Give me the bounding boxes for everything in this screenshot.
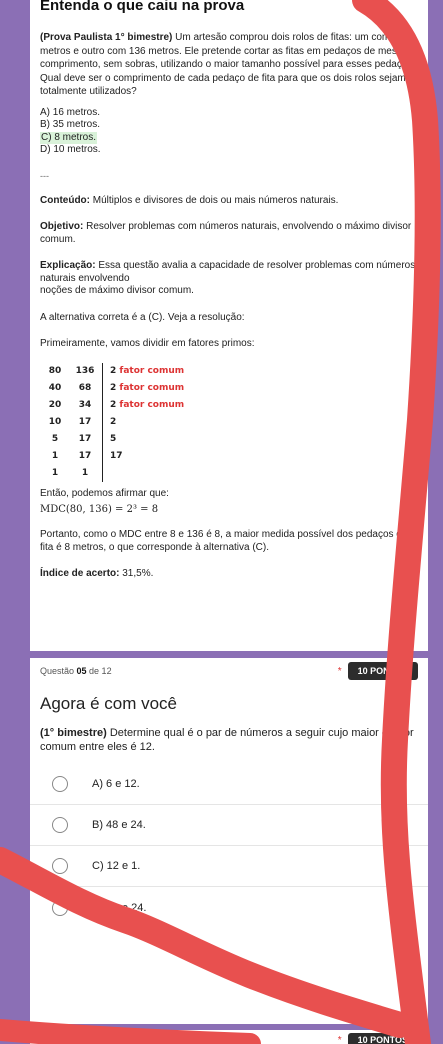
radio-button[interactable] <box>52 900 68 916</box>
explanation-card <box>30 0 428 651</box>
points-badge: 10 PONTOS <box>348 662 418 680</box>
factor-row: 5 17 5 <box>40 431 418 448</box>
option-b: B) 35 metros. <box>40 119 101 130</box>
question-number: Questão 05 de 12 <box>40 666 112 676</box>
objective-line: Objetivo: Resolver problemas com números naturais, envolvendo o máximo divisor comum. <box>40 221 412 245</box>
factor-row: 1 1 <box>40 465 418 482</box>
alternative-a[interactable]: A) 6 e 12. <box>30 764 428 805</box>
mdc-formula: MDC(80, 136) = 2³ = 8 <box>40 504 159 515</box>
alternative-b[interactable]: B) 48 e 24. <box>30 805 428 846</box>
factor-table <box>40 363 418 482</box>
required-star-icon: * <box>337 1034 342 1044</box>
options-list <box>40 107 418 157</box>
factor-row: 10 17 2 <box>40 414 418 431</box>
option-a: A) 16 metros. <box>40 106 101 118</box>
factor-row: 40 68 2 fator comum <box>40 380 418 397</box>
accuracy-line: Índice de acerto: 31,5%. <box>40 568 154 579</box>
answer-line: A alternativa correta é a (C). Veja a resolução: <box>40 311 245 323</box>
factor-row: 1 17 17 <box>40 448 418 465</box>
option-d: D) 10 metros. <box>40 144 101 155</box>
question-text: (Prova Paulista 1° bimestre) Um artesão comprou dois rolos de fitas: um com 80 metros e outro com 136 metros. Ele pretende cortar as fitas em pedaços de mesmo comprimento, sem sobras, utilizando o maior tamanho possível para esses pedaços. Qual deve ser o comprimento de cada pedaço de fita para que os dois rolos sejam totalmente utilizados? <box>40 32 416 97</box>
radio-button[interactable] <box>52 776 68 792</box>
question-heading: Agora é com você <box>40 694 178 713</box>
points-badge: 10 PONTOS <box>348 1033 418 1044</box>
alternatives-list <box>30 764 428 928</box>
content-line: Conteúdo: Múltiplos e divisores de dois ou mais números naturais. <box>40 194 339 206</box>
question-number: Questão 06 de 12 <box>40 1035 112 1044</box>
factor-row: 20 34 2 fator comum <box>40 397 418 414</box>
factor-intro: Primeiramente, vamos dividir em fatores primos: <box>40 338 255 349</box>
radio-button[interactable] <box>52 817 68 833</box>
question-5-card <box>30 658 428 1024</box>
question-header <box>30 658 428 684</box>
factor-row: 80 136 2 fator comum <box>40 363 418 380</box>
alternative-d[interactable]: D) 36 e 24. <box>30 887 428 928</box>
then-text: Então, podemos afirmar que: <box>40 487 169 499</box>
required-star-icon: * <box>337 665 342 677</box>
explanation-line: Explicação: Essa questão avalia a capacidade de resolver problemas com números naturais envolvendo noções de máximo divisor comum. <box>40 260 416 296</box>
alternative-c[interactable]: C) 12 e 1. <box>30 846 428 887</box>
option-c-correct: C) 8 metros. <box>41 131 97 143</box>
conclusion: Portanto, como o MDC entre 8 e 136 é 8, a maior medida possível dos pedaços de fita é 8 metros, o que corresponde à alternativa (C). <box>40 529 408 553</box>
radio-button[interactable] <box>52 858 68 874</box>
question-text: (1° bimestre) Determine qual é o par de números a seguir cujo maior divisor comum entre eles é 12. <box>40 727 414 753</box>
separator: --- <box>40 170 49 181</box>
question-6-card <box>30 1030 428 1044</box>
section-title: Entenda o que caiu na prova <box>40 0 245 14</box>
